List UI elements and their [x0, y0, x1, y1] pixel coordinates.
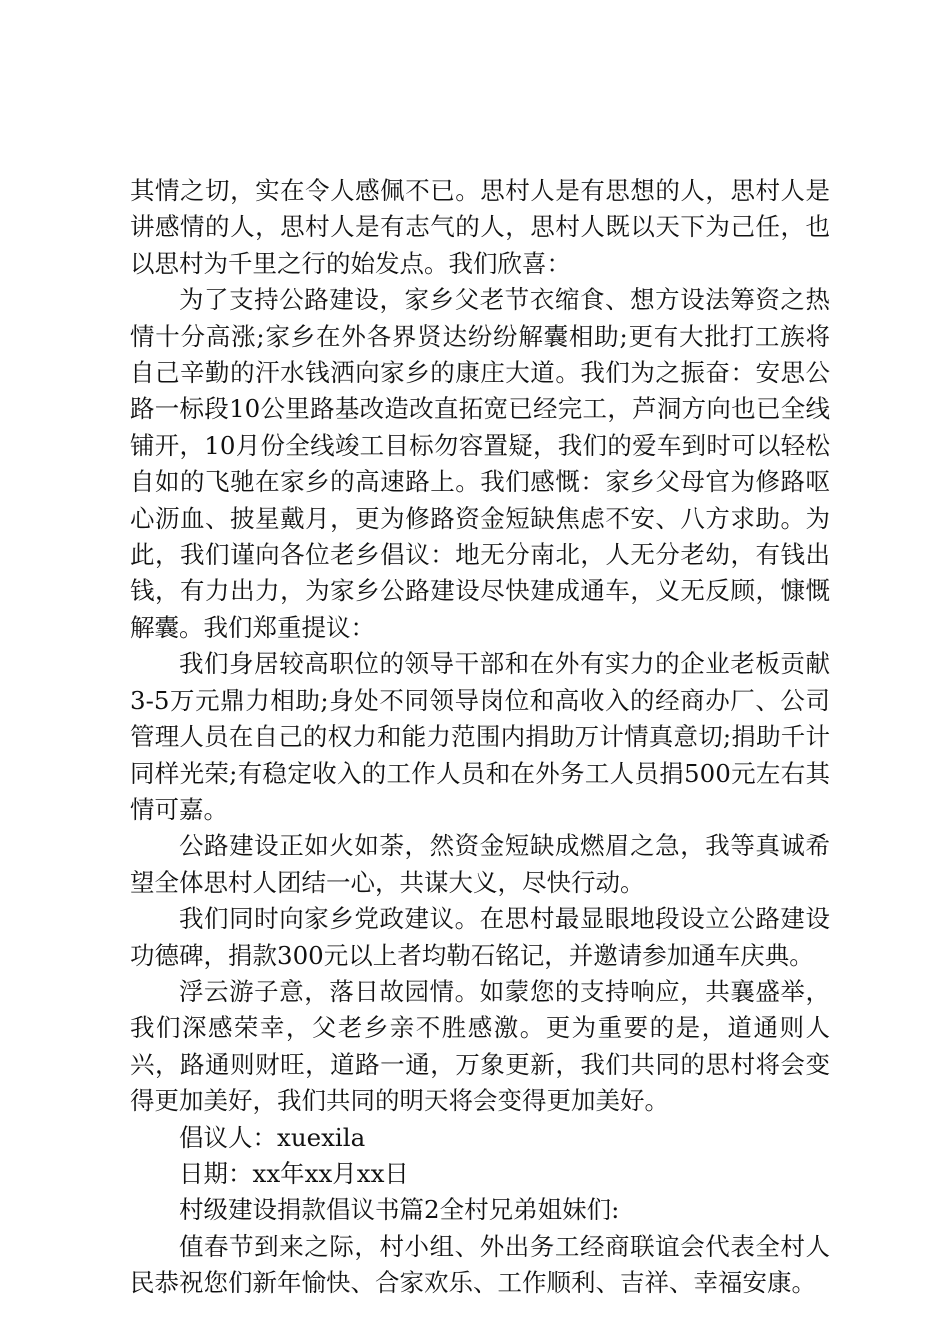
section-heading-line: 村级建设捐款倡议书篇2全村兄弟姐妹们: [179, 1195, 620, 1225]
paragraph-10: 值春节到来之际，村小组、外出务工经商联谊会代表全村人民恭祝您们新年愉快、合家欢乐、工作顺利、吉祥、幸福安康。 [130, 1231, 830, 1298]
document-page [130, 173, 830, 1302]
paragraph-5: 我们同时向家乡党政建议。在思村最显眼地段设立公路建设功德碑，捐款300元以上者均勒石铭记，并邀请参加通车庆典。 [130, 904, 830, 970]
paragraph-1: 其情之切，实在令人感佩不已。思村人是有思想的人，思村人是讲感情的人，思村人是有志气的人，思村人既以天下为己任，也以思村为千里之行的始发点。我们欣喜： [130, 176, 830, 278]
paragraph-4: 公路建设正如火如荼，然资金短缺成燃眉之急，我等真诚希望全体思村人团结一心，共谋大义，尽快行动。 [130, 831, 830, 897]
paragraph-2: 为了支持公路建设，家乡父老节衣缩食、想方设法筹资之热情十分高涨;家乡在外各界贤达纷纷解囊相助;更有大批打工族将自己辛勤的汗水钱洒向家乡的康庄大道。我们为之振奋：安思公路一标段10公里路基改造改直拓宽已经完工，芦洞方向也已全线铺开，10月份全线竣工目标勿容置疑，我们的爱车到时可以轻松自如的飞驰在家乡的高速路上。我们感慨：家乡父母官为修路呕心沥血、披星戴月，更为修路资金短缺焦虑不安、八方求助。为此，我们谨向各位老乡倡议：地无分南北，人无分老幼，有钱出钱，有力出力，为家乡公路建设尽快建成通车，义无反顾，慷慨解囊。我们郑重提议： [130, 285, 830, 642]
initiator-line: 倡议人：xuexila [179, 1122, 366, 1152]
paragraph-3: 我们身居较高职位的领导干部和在外有实力的企业老板贡献3-5万元鼎力相助;身处不同领导岗位和高收入的经商办厂、公司管理人员在自己的权力和能力范围内捐助万计情真意切;捐助千计同样光荣;有稳定收入的工作人员和在外务工人员捐500元左右其情可嘉。 [130, 649, 830, 824]
date-line: 日期：xx年xx月xx日 [179, 1158, 409, 1188]
paragraph-6: 浮云游子意，落日故园情。如蒙您的支持响应，共襄盛举，我们深感荣幸，父老乡亲不胜感激。更为重要的是，道通则人兴，路通则财旺，道路一通，万象更新，我们共同的思村将会变得更加美好，我们共同的明天将会变得更加美好。 [130, 976, 830, 1116]
